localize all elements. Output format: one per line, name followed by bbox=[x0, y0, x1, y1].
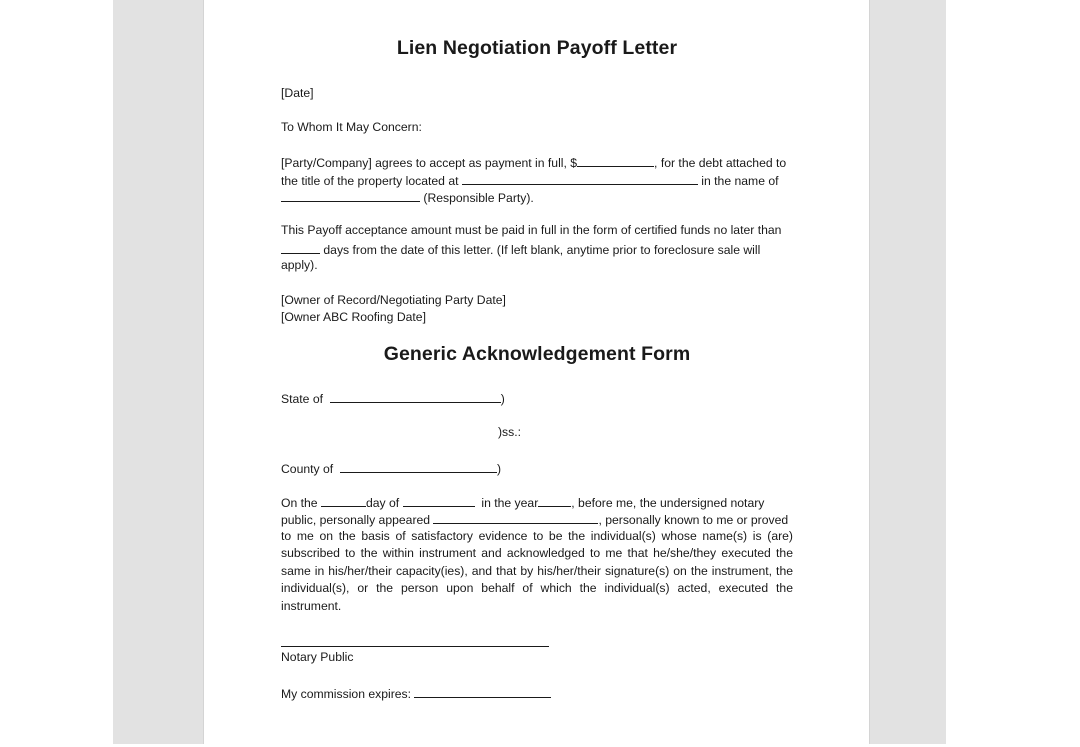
document-page bbox=[203, 0, 870, 744]
payoff-paragraph-line-2: the title of the property located at in the name of bbox=[281, 171, 793, 190]
payoff-paragraph-line-1: [Party/Company] agrees to accept as payment in full, $ , for the debt attached to bbox=[281, 153, 793, 172]
state-blank bbox=[330, 389, 501, 403]
notary-signature-line bbox=[281, 646, 549, 647]
signature-owner-of-record: [Owner of Record/Negotiating Party Date] bbox=[281, 293, 506, 307]
responsible-party-blank bbox=[281, 188, 420, 202]
days-blank bbox=[281, 240, 320, 254]
county-of-line: County of ) bbox=[281, 459, 793, 478]
date-placeholder: [Date] bbox=[281, 86, 314, 100]
salutation: To Whom It May Concern: bbox=[281, 120, 422, 134]
ack-line-2: public, personally appeared , personally known to me or proved bbox=[281, 510, 793, 529]
state-of-line: State of ) bbox=[281, 389, 793, 408]
year-blank bbox=[538, 493, 571, 507]
letter-title: Lien Negotiation Payoff Letter bbox=[396, 37, 678, 59]
appeared-name-blank bbox=[433, 510, 598, 524]
notary-public-label: Notary Public bbox=[281, 650, 354, 664]
ack-body: to me on the basis of satisfactory evidence to be the individual(s) whose name(s) is (are) subscribed to the within instrument and acknowledged to me that he/she/they executed the same in his/her/their capacity(ies), and that by his/her/their signature(s) on the instrument, the individual(s), or the person upon behalf of which the individual(s) acted, executed the instrument. bbox=[281, 529, 793, 613]
day-blank bbox=[321, 493, 366, 507]
ack-line-1: On the day of in the year , before me, the undersigned notary bbox=[281, 493, 793, 512]
commission-line: My commission expires: bbox=[281, 684, 793, 703]
county-blank bbox=[340, 459, 497, 473]
terms-paragraph-line-3: apply). bbox=[281, 258, 318, 272]
amount-blank bbox=[577, 153, 654, 167]
terms-paragraph-line-2: days from the date of this letter. (If left blank, anytime prior to foreclosure sale will bbox=[281, 240, 793, 259]
ss-label: )ss.: bbox=[498, 425, 522, 439]
terms-paragraph-line-1: This Payoff acceptance amount must be paid in full in the form of certified funds no later than bbox=[281, 223, 782, 237]
signature-owner-roofing: [Owner ABC Roofing Date] bbox=[281, 310, 426, 324]
property-address-blank bbox=[462, 171, 698, 185]
commission-blank bbox=[414, 684, 551, 698]
payoff-paragraph-line-3: (Responsible Party). bbox=[281, 188, 793, 207]
ack-title: Generic Acknowledgement Form bbox=[383, 343, 691, 365]
month-blank bbox=[403, 493, 475, 507]
